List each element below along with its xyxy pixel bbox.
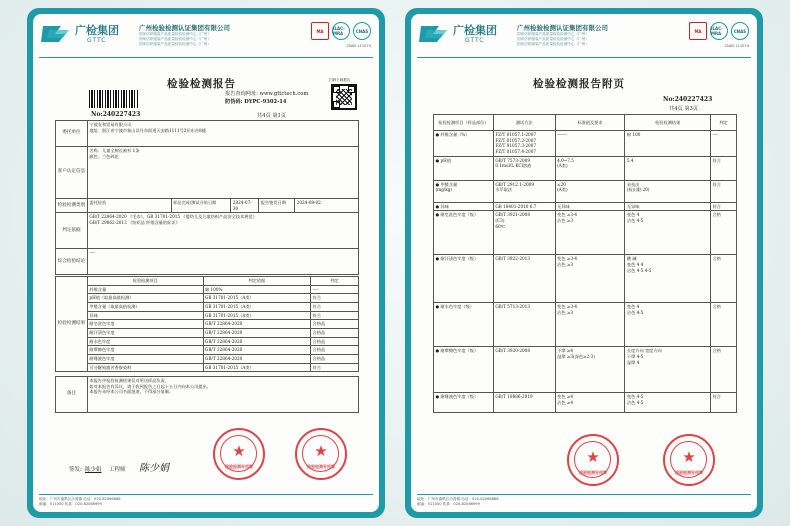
organization-name: 广州检验检测认证集团有限公司	[139, 24, 230, 32]
official-stamp: ★ 检验检测专用章	[663, 434, 715, 486]
gttc-logo-icon	[419, 22, 449, 44]
page-count: 共4页 第3页	[669, 106, 698, 112]
appendix-cell: 变色 4-5 沾色 4-5	[625, 393, 711, 413]
table-row	[56, 363, 359, 372]
appendix-cell: ● 耐摩擦色牢度（级）	[434, 347, 494, 393]
report-card-appendix	[405, 8, 763, 518]
appendix-cell: GB/T 5713-2013	[493, 303, 555, 347]
appendix-cell: ● 纤维含量（%）	[434, 131, 494, 157]
appendix-cell: 合格	[711, 211, 737, 255]
official-stamp: ★ 检验检测专用章	[567, 434, 619, 486]
cnas-cert-icon: CNAS	[731, 22, 749, 40]
appendix-cell: ----	[711, 131, 737, 157]
results-cell: pH值（取最高值检测）	[87, 294, 203, 303]
results-cell: 耐皂洗色牢度	[87, 320, 203, 329]
appendix-cell: 符合	[711, 180, 737, 202]
footer-line: 地址：广州市番禺区沙湾镇 电话：020-82066888	[417, 496, 499, 501]
organization-line: 国家纺织服装产品质量检验检测中心（广州）	[517, 42, 589, 46]
table-row	[434, 156, 737, 180]
footer-line: 地址：广州市番禺区沙湾镇 电话：020-82066888	[39, 496, 121, 501]
report-number: No:240227423	[663, 96, 713, 103]
results-cell: 符合	[311, 311, 359, 320]
report-number: No:240227423	[91, 111, 141, 118]
table-row	[434, 393, 737, 413]
results-cell: GB/T 22864-2020	[203, 320, 311, 329]
appendix-header-cell: 判定	[711, 115, 737, 131]
stamp-text: 检验检测专用章	[225, 464, 253, 469]
received-value: 2024-07-30	[231, 199, 259, 213]
organization-line: 国家纺织服装产品质量检验检测中心（广州）	[517, 37, 589, 41]
appendix-cell: GB/T 2912.1-2009 水萃取法	[493, 180, 555, 202]
table-row	[56, 346, 359, 355]
issued-value: 2024-08-02	[295, 199, 359, 213]
appendix-sheet	[411, 14, 757, 512]
table-row	[56, 355, 359, 364]
appendix-cell: 未检出 (检出限:20)	[625, 180, 711, 202]
table-row	[434, 255, 737, 303]
appendix-cell: ● 耐皂洗色牢度（级）	[434, 211, 494, 255]
conclusion-value: ----	[87, 249, 358, 275]
received-label: 样品完成/测试开始日期	[171, 199, 231, 213]
barcode-icon	[89, 90, 139, 108]
results-header-cell: 判定	[311, 277, 359, 286]
results-table	[55, 276, 359, 372]
results-header-cell: 判定依据	[203, 277, 311, 286]
table-row	[434, 211, 737, 255]
results-cell: 合格品	[311, 337, 359, 346]
appendix-cell: 酸 碱 变色 4 4 沾色 4-5 4-5	[625, 255, 711, 303]
table-row	[56, 311, 359, 320]
anticounterfeit-code: 防伪码: DYPC-9302-14	[225, 99, 287, 105]
appendix-cell: ● 耐水色牢度（级）	[434, 303, 494, 347]
appendix-cell: GB/T 3922-2013	[493, 255, 555, 303]
appendix-cell: 4.0~7.5 (A类)	[555, 156, 625, 180]
table-row	[56, 303, 359, 312]
page-count: 共4页 第1页	[257, 113, 286, 119]
table-row	[434, 347, 737, 393]
results-cell: 符合	[311, 294, 359, 303]
report-header	[39, 18, 373, 58]
appendix-cell: ● 耐唾液色牢度（级）	[434, 393, 494, 413]
ma-cert-icon: MA	[311, 22, 329, 40]
appendix-cell: 变色 ≥4 沾色 ≥4	[555, 393, 625, 413]
table-row	[56, 337, 359, 346]
client-value: 宁波友和贸易有限公司 地址：浙江省宁波市象山县丹东街道天安路1111号2层东首8楼	[87, 121, 358, 147]
appendix-cell: 长度方向 宽度方向 干摩 4-5 湿摩 4	[625, 347, 711, 393]
results-cell: GB 31701-2015（A类）	[203, 294, 311, 303]
ma-cert-icon: MA	[689, 22, 707, 40]
appendix-cell: ● 甲醛含量 (mg/kg)	[434, 180, 494, 202]
results-cell: 合格品	[311, 329, 359, 338]
appendix-cell: 干摩 ≥4 湿摩 ≥3(深色≥2-3)	[555, 347, 625, 393]
cert-number: CNAS L11074	[346, 44, 371, 48]
certification-badges	[689, 22, 749, 40]
cnas-cert-icon: CNAS	[353, 22, 371, 40]
appendix-cell: 变色 4 沾色 4-5	[625, 211, 711, 255]
results-cell: 耐摩擦色牢度	[87, 346, 203, 355]
stamp-text: 检验检测专用章	[675, 470, 703, 475]
appendix-cell: 变色 ≥3-4 沾色 ≥3	[555, 211, 625, 255]
appendix-header-cell: 检验检测结果	[625, 115, 711, 131]
results-cell: 耐水色牢度	[87, 337, 203, 346]
appendix-cell: GB/T 7573-2009 0.1mol/L KCl溶液	[493, 156, 555, 180]
appendix-header-cell: 标准值及要求	[555, 115, 625, 131]
appendix-footer	[417, 494, 751, 509]
results-cell: 纤维含量	[87, 285, 203, 294]
organization-line: 国家纺织服装产品质量检验检测中心（广州）	[517, 32, 589, 36]
appendix-cell: GB 18401-2010 6.7	[493, 202, 555, 211]
lookup-url: 报告查询网址: www.gttctech.com	[225, 91, 309, 97]
appendix-title: 检验检测报告附页	[533, 78, 625, 90]
appendix-table	[433, 114, 737, 413]
results-cell: 耐汗渍色牢度	[87, 329, 203, 338]
appendix-cell: 无异味	[625, 202, 711, 211]
footer-line: 邮编：511000 传真：020-82066999	[417, 502, 480, 507]
footer-line: 邮编：511000 传真：020-82066999	[39, 502, 102, 507]
organization-line: 国家纺织服装产品质量检验检测中心（广州）	[139, 42, 211, 46]
results-cell: 合格品	[311, 346, 359, 355]
category-value: 委托检验	[87, 199, 171, 213]
appendix-cell: 棉 100	[625, 131, 711, 157]
table-row	[434, 303, 737, 347]
table-row	[56, 329, 359, 338]
results-cell: GB/T 22864-2020	[203, 329, 311, 338]
table-row	[434, 180, 737, 202]
appendix-cell: ● pH值	[434, 156, 494, 180]
results-cell: 符合	[311, 303, 359, 312]
appendix-header-cell: 检验检测项目（样品部位）	[434, 115, 494, 131]
remarks-table	[55, 376, 359, 413]
results-label: 检验检测结果	[56, 277, 88, 372]
table-row	[56, 320, 359, 329]
results-cell: 棉 100%	[203, 285, 311, 294]
appendix-cell: GB/T 18886-2019	[493, 393, 555, 413]
results-cell: 合格品	[311, 320, 359, 329]
appendix-cell: ● 异味	[434, 202, 494, 211]
signer-title: 工程师	[109, 467, 126, 473]
results-cell: GB 31701-2015（A类）	[203, 311, 311, 320]
logo-title: 广检集团	[453, 24, 497, 37]
results-header-cell: 检验检测项目	[87, 277, 203, 286]
results-cell: 可分解致癌芳香胺染料	[87, 363, 203, 372]
appendix-cell: 合格	[711, 303, 737, 347]
appendix-cell: 变色 4 沾色 4-5	[625, 303, 711, 347]
appendix-cell: 符合	[711, 156, 737, 180]
results-cell: 合格品	[311, 355, 359, 364]
table-row	[434, 202, 737, 211]
appendix-cell: FZ/T 01057.1-2007 FZ/T 01057.2-2007 FZ/T 01057.3-2007 FZ/T 01057.4-2007	[493, 131, 555, 157]
results-cell: GB 31701-2015（A类）	[203, 363, 311, 372]
results-cell: GB/T 22864-2020	[203, 346, 311, 355]
appendix-cell: 合格	[711, 347, 737, 393]
gttc-logo-icon	[41, 22, 71, 44]
appendix-cell: -------	[555, 131, 625, 157]
basis-label: 判定依据	[56, 213, 88, 249]
category-label: 检验检测类别	[56, 199, 88, 213]
results-cell: GB/T 22864-2020	[203, 355, 311, 364]
cert-number: CNAS L11074	[724, 44, 749, 48]
signer-name: 陈少娟	[85, 467, 102, 473]
results-cell: 甲醛含量（取最高值检测）	[87, 303, 203, 312]
basis-value: GB/T 22864-2020 《毛巾》，GB 31701-2015 《婴幼儿及儿童纺织产品安全技术规范》 GB/T 29862-2013 《纺织品 纤维含量的标识》	[87, 213, 358, 249]
appendix-cell: 合格	[711, 255, 737, 303]
conclusion-label: 综合检验结论	[56, 249, 88, 275]
official-stamp: ★ 检验检测专用章	[213, 428, 265, 480]
appendix-header-cell: 测试方法	[493, 115, 555, 131]
organization-line: 国家纺织服装产品质量检验检测中心（广州）	[139, 37, 211, 41]
report-card-main	[27, 8, 385, 518]
results-cell: ----	[311, 285, 359, 294]
stamp-text: 检验检测专用章	[579, 470, 607, 475]
stamp-text: 检验检测专用章	[307, 464, 335, 469]
logo-title: 广检集团	[75, 24, 119, 37]
results-cell: GB 31701-2015（A类）	[203, 303, 311, 312]
appendix-cell: 变色 ≥3-4 沾色 ≥3	[555, 255, 625, 303]
results-cell: 符合	[311, 363, 359, 372]
results-cell: 异味	[87, 311, 203, 320]
appendix-header	[417, 18, 751, 58]
appendix-cell: 5.4	[625, 156, 711, 180]
qr-code-icon	[331, 84, 357, 110]
report-footer	[39, 494, 373, 509]
appendix-cell: 符合	[711, 202, 737, 211]
organization-name: 广州检验检测认证集团有限公司	[517, 24, 608, 32]
ilac-cert-icon: ILAC-MRA	[332, 22, 350, 40]
sample-label: 客户认定信息	[56, 147, 88, 199]
appendix-cell: 无异味	[555, 202, 625, 211]
remarks-value: 本报告中检验检测结果仅对所送样品负责。 如对本报告有异议，请于收到报告之日起十五日内向本公司提出。 本报告未经本公司书面批准，不得部分复制。	[87, 377, 358, 413]
report-sheet	[33, 14, 379, 512]
results-cell: GB/T 22864-2020	[203, 337, 311, 346]
table-row	[56, 294, 359, 303]
handwritten-signature: 陈少娟	[139, 463, 169, 474]
report-info-table	[55, 120, 359, 275]
certification-badges	[311, 22, 371, 40]
remarks-label: 备注	[56, 377, 88, 413]
appendix-cell: ≤20 (A类)	[555, 180, 625, 202]
signer-label: 签发:	[69, 467, 82, 473]
sample-value: 名称：儿童全棉长袖衫 1条 颜色：兰色碎花	[87, 147, 358, 199]
results-cell: 耐唾液色牢度	[87, 355, 203, 364]
report-title: 检验检测报告	[167, 78, 236, 90]
table-row	[56, 285, 359, 294]
issued-label: 报告签发日期	[259, 199, 295, 213]
logo-subtitle: GTTC	[87, 37, 107, 44]
appendix-cell: GB/T 3921-2008 (C3) 60℃	[493, 211, 555, 255]
client-label: 委托单位	[56, 121, 88, 147]
table-row	[434, 131, 737, 157]
appendix-cell: 变色 ≥3-4 沾色 ≥3	[555, 303, 625, 347]
appendix-cell: 符合	[711, 393, 737, 413]
logo-subtitle: GTTC	[465, 37, 485, 44]
appendix-cell: GB/T 3920-2008	[493, 347, 555, 393]
official-stamp: ★ 检验检测专用章	[295, 428, 347, 480]
appendix-cell: ● 耐汗渍色牢度（级）	[434, 255, 494, 303]
ilac-cert-icon: ILAC-MRA	[710, 22, 728, 40]
organization-line: 国家纺织服装产品质量检验检测中心（广州）	[139, 32, 211, 36]
qr-caption: 扫码下载报告	[329, 78, 351, 82]
